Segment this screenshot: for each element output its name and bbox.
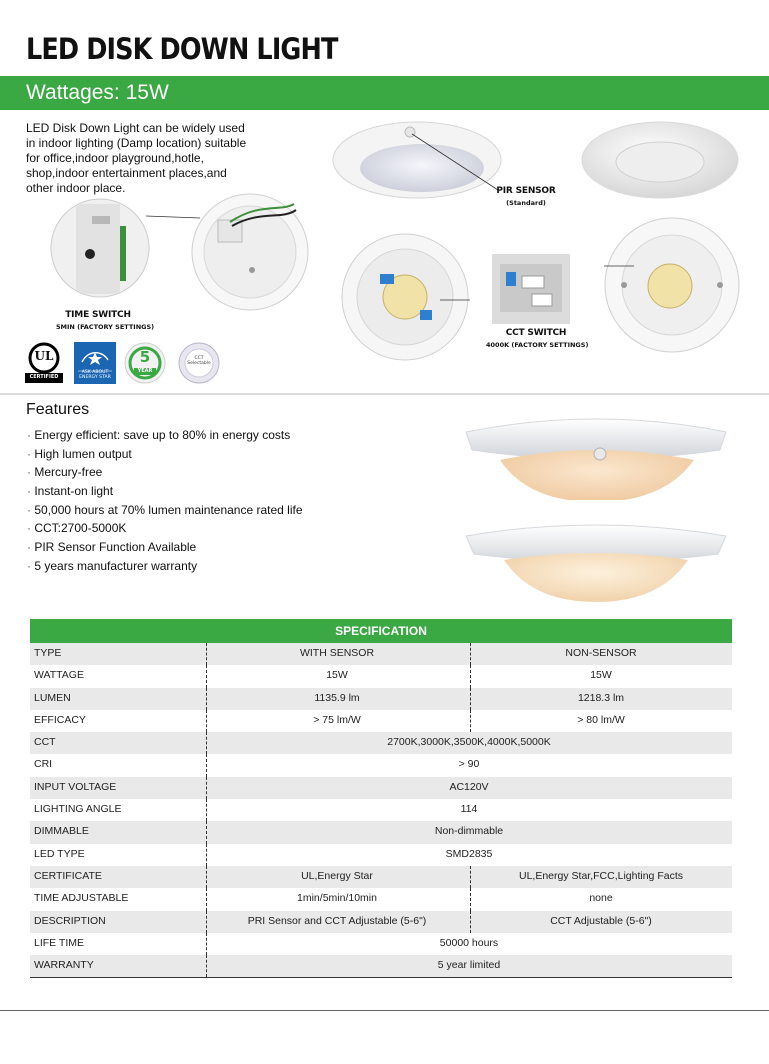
table-row bbox=[30, 866, 732, 888]
row-value-with-sensor: > 75 lm/W bbox=[313, 713, 361, 726]
table-row bbox=[30, 777, 732, 799]
row-label: TIME ADJUSTABLE bbox=[34, 892, 129, 905]
time-switch-label: TIME SWITCH bbox=[65, 310, 131, 320]
row-label: CERTIFICATE bbox=[34, 869, 102, 882]
wattage-bar bbox=[0, 76, 769, 110]
time-switch-closeup-image bbox=[50, 196, 150, 300]
table-row bbox=[30, 688, 732, 710]
fixture-back-image bbox=[190, 192, 310, 312]
table-row bbox=[30, 732, 732, 754]
time-switch-sublabel: 5MIN (FACTORY SETTINGS) bbox=[56, 323, 155, 331]
intro-text: LED Disk Down Light can be widely used in indoor lighting (Damp location) suitable for office,indoor playground,hotle, shop,indoor entertainment places,and other indoor place. bbox=[26, 121, 247, 195]
table-bottom-line bbox=[30, 977, 732, 978]
row-label: TYPE bbox=[34, 647, 62, 659]
table-row bbox=[30, 911, 732, 933]
row-value-non-sensor: UL,Energy Star,FCC,Lighting Facts bbox=[519, 869, 683, 882]
section-divider bbox=[0, 393, 769, 395]
table-row bbox=[30, 821, 732, 843]
cct-switch-caption bbox=[486, 328, 589, 349]
row-value: 114 bbox=[460, 803, 478, 816]
non-sensor-open-fixture-image bbox=[604, 216, 740, 354]
row-label: WATTAGE bbox=[34, 669, 84, 682]
five-year-number: 5 bbox=[139, 348, 151, 366]
ul-certified-text: CERTIFIED bbox=[29, 374, 59, 380]
cct-switch-label: CCT SWITCH bbox=[505, 328, 567, 338]
row-label: INPUT VOLTAGE bbox=[34, 780, 117, 793]
specification-table bbox=[30, 619, 732, 978]
specification-title: SPECIFICATION bbox=[30, 619, 732, 643]
table-row bbox=[30, 955, 732, 977]
wattage-label: Wattages: bbox=[26, 81, 120, 104]
row-value-with-sensor: PRI Sensor and CCT Adjustable (5-6") bbox=[247, 914, 427, 927]
row-value-non-sensor: NON-SENSOR bbox=[565, 647, 637, 659]
pir-sensor-sublabel: (Standard) bbox=[506, 199, 546, 207]
row-label: WARRANTY bbox=[34, 959, 94, 972]
lit-non-sensor-fixture-image bbox=[464, 520, 728, 604]
table-row bbox=[30, 665, 732, 687]
pir-sensor-label: PIR SENSOR bbox=[496, 186, 556, 196]
wattage-text bbox=[26, 81, 169, 105]
cct-switch-sublabel: 4000K (FACTORY SETTINGS) bbox=[486, 341, 589, 349]
row-label: DIMMABLE bbox=[34, 825, 89, 838]
feature-item: · Mercury-free bbox=[27, 463, 303, 482]
energy-star-line2: ENERGY STAR bbox=[79, 375, 111, 380]
cct-badge-line1: CCT bbox=[194, 356, 204, 361]
cct-switch-closeup-image bbox=[492, 254, 570, 324]
row-value-non-sensor: none bbox=[589, 892, 613, 905]
feature-item: · Instant-on light bbox=[27, 482, 303, 501]
features-list bbox=[27, 426, 303, 576]
row-value: AC120V bbox=[449, 780, 489, 793]
open-fixture-leds-image bbox=[340, 232, 470, 362]
pir-sensor-fixture-image bbox=[332, 118, 502, 200]
table-row bbox=[30, 799, 732, 821]
row-value-non-sensor: 1218.3 lm bbox=[577, 691, 625, 704]
feature-item: · PIR Sensor Function Available bbox=[27, 538, 303, 557]
row-label: LUMEN bbox=[34, 691, 71, 704]
feature-item: · High lumen output bbox=[27, 445, 303, 464]
feature-item: · 5 years manufacturer warranty bbox=[27, 557, 303, 576]
non-sensor-fixture-image bbox=[580, 120, 740, 200]
row-value: 2700K,3000K,3500K,4000K,5000K bbox=[387, 736, 551, 749]
row-label: LIFE TIME bbox=[34, 936, 84, 949]
row-label: CRI bbox=[34, 758, 53, 771]
row-value-non-sensor: CCT Adjustable (5-6") bbox=[550, 914, 652, 927]
lit-sensor-fixture-image bbox=[464, 410, 728, 500]
row-label: CCT bbox=[34, 736, 56, 749]
row-label: DESCRIPTION bbox=[34, 914, 106, 927]
ul-letters: UL bbox=[34, 349, 54, 363]
page-title: LED DISK DOWN LIGHT bbox=[26, 32, 338, 66]
five-year-word: YEAR bbox=[137, 368, 153, 374]
feature-item: · 50,000 hours at 70% lumen maintenance rated life bbox=[27, 501, 303, 520]
time-switch-caption bbox=[56, 310, 155, 331]
row-value-with-sensor: WITH SENSOR bbox=[299, 647, 375, 659]
row-value-with-sensor: 1min/5min/10min bbox=[297, 892, 377, 905]
features-title: Features bbox=[26, 401, 90, 418]
row-label: LIGHTING ANGLE bbox=[34, 803, 122, 816]
table-row bbox=[30, 710, 732, 732]
footer-divider bbox=[0, 1010, 769, 1011]
feature-item: · CCT:2700-5000K bbox=[27, 519, 303, 538]
row-label: EFFICACY bbox=[34, 713, 86, 726]
table-row bbox=[30, 933, 732, 955]
specification-rows bbox=[30, 643, 732, 977]
row-value: SMD2835 bbox=[445, 847, 493, 860]
wattage-value: 15W bbox=[125, 81, 169, 104]
table-row bbox=[30, 643, 732, 665]
row-value-non-sensor: > 80 lm/W bbox=[577, 713, 625, 726]
cct-badge-line2: Selectable bbox=[187, 361, 211, 366]
row-value-non-sensor: 15W bbox=[590, 669, 612, 682]
row-value: Non-dimmable bbox=[434, 825, 504, 838]
feature-item: · Energy efficient: save up to 80% in energy costs bbox=[27, 426, 303, 445]
row-value: > 90 bbox=[458, 758, 480, 771]
row-label: LED TYPE bbox=[34, 847, 85, 860]
table-row bbox=[30, 888, 732, 910]
row-value-with-sensor: 15W bbox=[326, 669, 348, 682]
row-value: 50000 hours bbox=[439, 936, 499, 949]
row-value: 5 year limited bbox=[437, 959, 501, 972]
row-value-with-sensor: UL,Energy Star bbox=[301, 869, 373, 882]
row-value-with-sensor: 1135.9 lm bbox=[314, 691, 360, 704]
pir-sensor-caption bbox=[490, 186, 562, 207]
energy-star-line1: ASK ABOUT bbox=[81, 370, 109, 375]
table-row bbox=[30, 754, 732, 776]
table-row bbox=[30, 844, 732, 866]
